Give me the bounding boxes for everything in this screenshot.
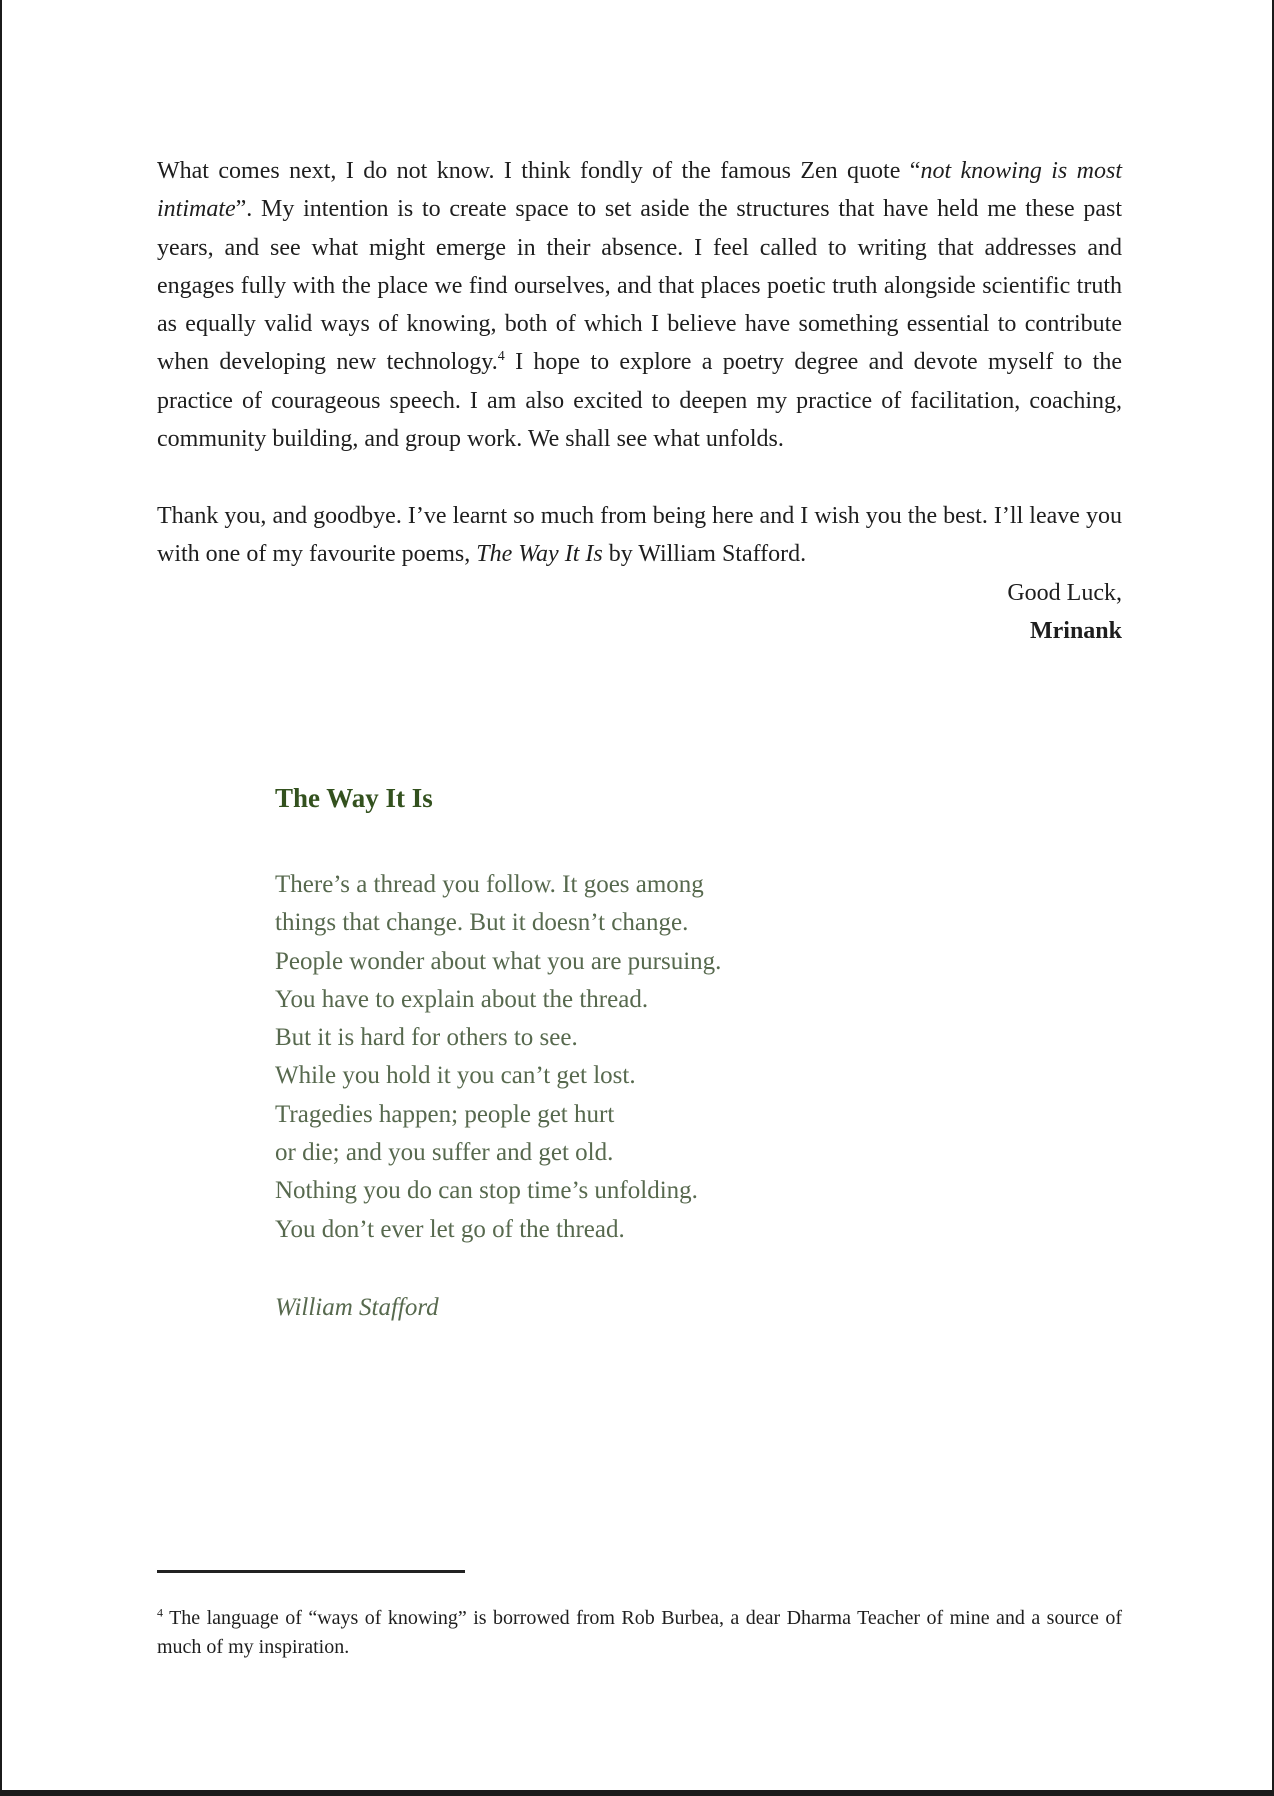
signoff-text: Good Luck, [1007,580,1122,606]
zen-quote: not knowing is most intimate [157,158,1123,223]
paragraph1-text-start: What comes next, I do not know. I think fondly of the famous Zen quote “ [157,158,921,184]
footnote-reference: 4 [497,349,505,365]
paragraph2-text-start: Thank you, and goodbye. I’ve learnt so much from being here and I wish you the best. I’ll leave you with one of my favourite poems, [157,503,1122,568]
poem-line: Nothing you do can stop time’s unfolding. [275,1177,698,1205]
poem-line: You don’t ever let go of the thread. [275,1215,625,1243]
poem-title: The Way It Is [275,783,433,813]
poem-line: There’s a thread you follow. It goes among [275,871,704,898]
footnote-text: The language of “ways of knowing” is borrowed from Rob Burbea, a dear Dharma Teacher of mine and a source of much of my inspiration. [157,1607,1122,1658]
footnote-marker: 4 [157,1605,163,1620]
paragraph1-text-mid: ”. My intention is to create space to set aside the structures that have held me these past years, and see what might emerge in their absence. I feel called to writing that addresses and engages fully with the place we find ourselves, and that places poetic truth alongside scientific truth as equally valid ways of knowing, both of which I believe have something essential to contribute when developing new technology. [157,196,1122,376]
poem-line: People wonder about what you are pursuing. [275,947,722,975]
paragraph1-text-end: I hope to explore a poetry degree and devote myself to the practice of courageous speech. I am also excited to deepen my practice of facilitation, coaching, community building, and group work. We shall see what unfolds. [157,349,1122,453]
poem-line: or die; and you suffer and get old. [275,1139,614,1167]
footnote-rule [157,1570,465,1573]
poem-title-inline: The Way It Is [476,541,603,568]
poem-author: William Stafford [275,1294,439,1321]
poem-line: While you hold it you can’t get lost. [275,1062,636,1090]
poem-line: You have to explain about the thread. [275,985,649,1013]
signature-name: Mrinank [1029,618,1122,645]
poem-line: things that change. But it doesn’t change. [275,909,689,937]
poem-line: But it is hard for others to see. [275,1024,578,1052]
signoff-block [157,574,1122,651]
poem-line: Tragedies happen; people get hurt [275,1100,615,1128]
letter-paragraph-2 [157,497,1122,574]
footnote [157,1604,1122,1661]
paragraph2-text-end: by William Stafford. [602,541,807,568]
letter-paragraph-1 [157,152,1122,458]
poem-body [275,866,721,1249]
